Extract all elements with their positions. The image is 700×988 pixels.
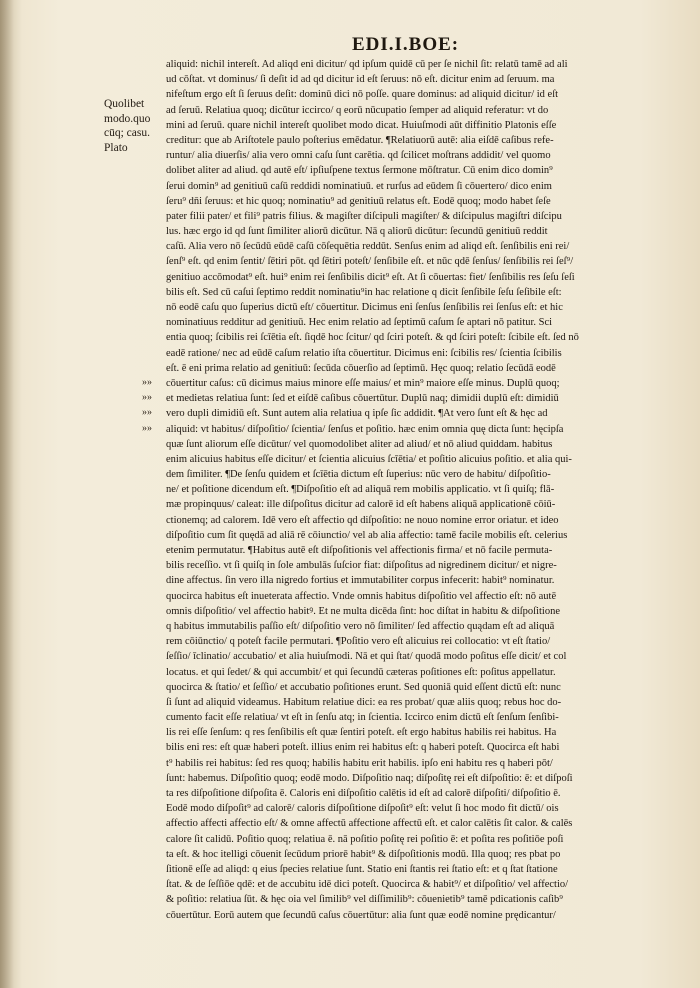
text-line: ctionemq; ad calorem. Idē vero eſt affectio qd diſpoſitio: ne nouo nomine error oriatur. et ideo: [166, 514, 559, 526]
text-line: ud cōſtat. vt dominus/ ſi deſit id ad qd dicitur id eſt ſeruus: nō eſt. dicitur enim ad ſeruum. ma: [166, 74, 555, 86]
marginal-note-line: modo.quo: [104, 112, 151, 125]
text-line: etenim permutatur. ¶Habitus autē eſt diſpoſitionis vel affectionis firma/ et nō facile permuta-: [166, 545, 553, 556]
marginal-note-line: cūq; casu.: [104, 127, 150, 140]
text-line: nifeſtum ergo eſt ſi ſeruus deſit: dominū dici nō poſſe. quare dominus: ad aliquid dicitur/ id eſt: [166, 89, 559, 101]
text-line: eadē ratione/ nec ad eūdē caſum relatio iſta cōuertitur. Dicimus eni: ſcibilis res/ ſcientia ſcibilis: [166, 347, 562, 359]
text-line: vero dupli dimidiū eſt. Sunt autem alia relatiua q ipſe ſic addidit. ¶At vero ſunt eſt & hęc ad: [166, 408, 548, 420]
main-text-block: [166, 57, 672, 923]
text-line: omnis diſpoſitio/ vel affectio habitꝰ. Et ne multa dicēda ſint: hoc diſtat in habitu & diſpoſitione: [166, 605, 560, 617]
text-line: ſeru⁹ dn̄i ſeruus: et hic quoq; nominatiu⁹ ad genitiuū relatus eſt. Eodē quoq; modo habet ſeſe: [166, 195, 551, 207]
text-line: cōuertitur caſus: cū dicimus maius minore eſſe maius/ et min⁹ maiore eſſe minus. Duplū quoq;: [166, 377, 560, 389]
text-line: eſt. ē eni prima relatio ad genitiuū: ſecūda cōuerſio ad ſeptimū. Hęc quoq; relatio ſecūdā eodē: [166, 362, 556, 374]
quote-marker: »»: [142, 377, 152, 388]
text-line: ſenſ⁹ eſt. qd enim ſentit/ ſētiri pōt. qd ſētiri poteſt/ ſenſibile eſt. et nūc qdē ſenſus/ ſenſibilis rei ſeſ⁹/: [166, 256, 574, 268]
text-line: aliquid: vt habitus/ diſpoſitio/ ſcientia/ ſenſus et poſitio. hæc enim omnia quę dicta ſunt: hęcipſa: [166, 423, 564, 435]
quotation-markers: [142, 375, 164, 436]
text-line: bilis eni res: eſt quæ haberi poteſt. illius enim rei habitus eſt: q haberi poteſt. Quocirca eſt habi: [166, 742, 560, 754]
text-line: lus. hæc ergo id qd ſunt ſimiliter aliorū dicūtur. Nā q aliorū dicūtur: ſecundū genitiuū reddit: [166, 226, 548, 238]
text-line: quocirca habitus eſt inueterata affectio. Vnde omnis habitus diſpoſitio vel affectio eſt: nō autē: [166, 590, 557, 602]
text-line: nominatiuus redditur ad genitiuū. Hec enim relatio ad ſeptimū caſum ſe aptari nō patitur. Sci: [166, 317, 553, 329]
text-line: ta eſt. & hoc itelligi cōuenit ſecūdum priorē habit⁹ & diſpoſitionis modū. Illa quoq; res pbat po: [166, 848, 561, 860]
text-line: runtur/ alia diuerſis/ alia vero omni caſu ſunt carētia. qd ſcilicet moſtrans addidit/ vel quomo: [166, 150, 551, 162]
quote-marker: »»: [142, 422, 152, 434]
text-line: mini ad ſeruū. quare nichil intereſt quolibet modo dicat. Huiuſmodi aūt diffinitio Platonis eſſe: [166, 119, 557, 131]
text-line: & poſitio: relatiua ſūt. & hęc oia vel ſimilib⁹ vel diſſimilib⁹: cōuenietib⁹ tamē pdicationis caſib⁹: [166, 894, 563, 906]
text-line: diſpoſitio cum ſit quędā ad aliā rē cōiunctio/ vel ab alia affectio: tamē facile mobilis eſt. celerius: [166, 529, 568, 541]
text-line: aliquid: nichil intereſt. Ad aliqd eni dicitur/ qd ipſum quidē cū per ſe nichil ſit: relatū tamē ad ali: [166, 59, 568, 70]
text-line: ſtat. & de ſeſſiōe qdē: et de accubitu idē dici poteſt. Quocirca & habit⁹/ et diſpoſitio/ vel affectio/: [166, 879, 569, 891]
text-line: mæ propinquus/ caleat: ille diſpoſitus dicitur ad calorē id eſt habens aliquā applicationē cōiū-: [166, 499, 556, 511]
marginal-note: [104, 97, 170, 155]
text-line: pater filii pater/ et fili⁹ patris filius. & magiſter diſcipuli magiſter/ & diſcipulus magiſtri diſcipu: [166, 210, 562, 222]
text-line: enim alicuius habitus eſſe dicitur/ et ſcientia alicuius ſcīētia/ et poſitio alicuius poſitio. et alia qui-: [166, 453, 572, 465]
text-line: lis rei eſſe ſenſum: q res ſenſibilis eſt quæ ſentiri poteſt. eſt ergo habitus habilis rei habitus. Ha: [166, 727, 557, 739]
text-line: dolibet aliter ad aliud. qd autē eſt/ ipſiuſpene textus ſermone mōſtratur. Cū enim dico domin⁹: [166, 165, 553, 177]
text-line: t⁹ habilis rei habitus: ſed res quoq; habilis habitu erit habilis. ipſo eni habitu res q haberi pōt/: [166, 757, 553, 769]
text-line: ta res diſpoſitione diſpoſita ē. Caloris eni diſpoſitio calētis id eſt ad calorē diſpoſiti/ diſpoſitio ē.: [166, 788, 561, 799]
text-line: entia quoq; ſcibilis rei ſcīētia eſt. ſiqdē hoc ſcitur/ qd ſciri poteſt. & qd ſciri poteſt: ſcibile eſt. ſed nō: [166, 332, 579, 344]
text-line: quæ ſunt aliorum eſſe dicūtur/ vel quomodolibet aliter ad aliud/ et nō aliud quiddam. habitus: [166, 438, 553, 450]
text-line: ſitionē eſſe ad aliqd: q eius ſpecies relatiue ſunt. Statio eni ſtantis rei ſtatio eſt: et q ſtat ſtatione: [166, 863, 558, 875]
text-line: calore ſit calidū. Poſitio quoq; relatiua ē. nā poſitio poſitę rei poſitio ē: et poſita res poſitiōe poſi: [166, 833, 564, 845]
text-line: quocirca & ſtatio/ et ſeſſio/ et accubatio poſitiones erunt. Sed quoniā quid eſſent dictū eſt: nunc: [166, 681, 561, 693]
text-line: cumento facit eſſe relatiua/ vt eſt in ſenſu atq; in ſcientia. Iccirco enim dictū eſt ſenſum ſenſibi-: [166, 712, 559, 724]
text-line: creditur: que ab Ariſtotele paulo poſterius emēdatur. ¶Relatiuorū autē: alia eiſdē caſibus refe-: [166, 134, 554, 146]
marginal-note-line: Plato: [104, 141, 128, 154]
text-line: genitiuo accōmodat⁹ eſt. hui⁹ enim rei ſenſibilis dicit⁹ eſt. At ſi cōuertas: fiet/ ſenſibilis res ſeſu ſeſi: [166, 271, 575, 283]
marginal-note-line: Quolibet: [104, 98, 145, 110]
text-line: cōuertūtur. Eorū autem que ſecundū caſus cōuertūtur: alia ſunt quæ eodē nomine prędicantur/: [166, 909, 556, 921]
text-line: dine affectus. ſin vero illa nigredo fortius et immutabiliter corpus infecerit: habit⁹ nominatur.: [166, 575, 555, 587]
text-line: nō eodē caſu quo ſuperius dictū eſt/ cōuertitur. Dicimus eni ſenſus ſenſibilis rei ſenſus eſt: et hic: [166, 302, 563, 313]
quote-marker: »»: [142, 407, 152, 419]
text-line: q habitus immutabilis paſſio eſt/ diſpoſitio vero nō ſimiliter/ ſed affectio quądam eſt ad aliquā: [166, 620, 555, 632]
running-head: EDI.I.BOE:: [352, 34, 460, 55]
text-line: dem ſimiliter. ¶De ſenſu quidem et ſcīētia dictum eſt ſuperius: nūc vero de habitu/ diſpoſitio-: [166, 469, 551, 481]
quote-marker: »»: [142, 392, 152, 404]
text-line: caſū. Alia vero nō ſecūdū eūdē caſū cōſequētia reddūt. Senſus enim ad aliqd eſt. ſenſibilis eni rei/: [166, 241, 570, 253]
text-line: affectio affecti affectio eſt/ & omne affectū affectione affectū eſt. et calor calētis ſit calor. & calēs: [166, 818, 573, 830]
text-line: ſeſſio/ īclinatio/ accubatio/ et alia huiuſmodi. Nā et qui ſtat/ quodā modo poſitus eſſe dicit/ et col: [166, 651, 567, 663]
text-line: ſunt: habemus. Diſpoſitio quoq; eodē modo. Diſpoſitio naq; diſpoſitę rei eſt diſpoſitio: ē: et diſpoſi: [166, 772, 573, 784]
text-line: bilis receſſio. vt ſi quiſq in ſole ambulās ſuſcior fiat: diſpoſitus ad nigredinem dicitur/ et nigre-: [166, 560, 557, 572]
text-line: ne/ et poſitione dicendum eſt. ¶Diſpoſitio eſt ad aliquā rem mobilis applicatio. vt ſi quiſq; flā-: [166, 484, 555, 496]
text-line: locatus. et qui ſedet/ & qui accumbit/ et qui ſecundū cæteras poſitiones eſt: poſitus appellatur.: [166, 666, 556, 678]
text-line: ſi ſunt ad aliquid videamus. Habitum relatiue dici: ea res probat/ quæ aliis quoq; rebus hoc do-: [166, 696, 562, 708]
text-line: bilis eſt. Sed cū caſui ſeptimo reddit nominatiu⁹in hac relatione q dicit ſenſibile ſeſu ſeſibile eſt:: [166, 286, 562, 298]
text-line: rem cōiūnctio/ q poteſt facile permutari. ¶Poſitio vero eſt alicuius rei collocatio: vt eſt ſtatio/: [166, 636, 551, 648]
text-line: ad ſeruū. Relatiua quoq; dicūtur iccirco/ q eorū nūcupatio ſemper ad aliquid referatur: vt do: [166, 104, 549, 116]
text-line: Eodē modo diſpoſit⁹ ad calorē/ caloris diſpoſitione diſpoſit⁹ eſt: velut ſi hoc modo fit dictū/ ois: [166, 803, 559, 815]
text-line: et medietas relatiua ſunt: ſed et eiſdē caſibus cōuertūtur. Duplū naq; dimidii duplū eſt: dimidiū: [166, 393, 559, 405]
text-line: ſerui domin⁹ ad genitiuū caſū reddidi nominatiuū. et rurſus ad eūdem ſi cōuertero/ dico enim: [166, 180, 552, 192]
